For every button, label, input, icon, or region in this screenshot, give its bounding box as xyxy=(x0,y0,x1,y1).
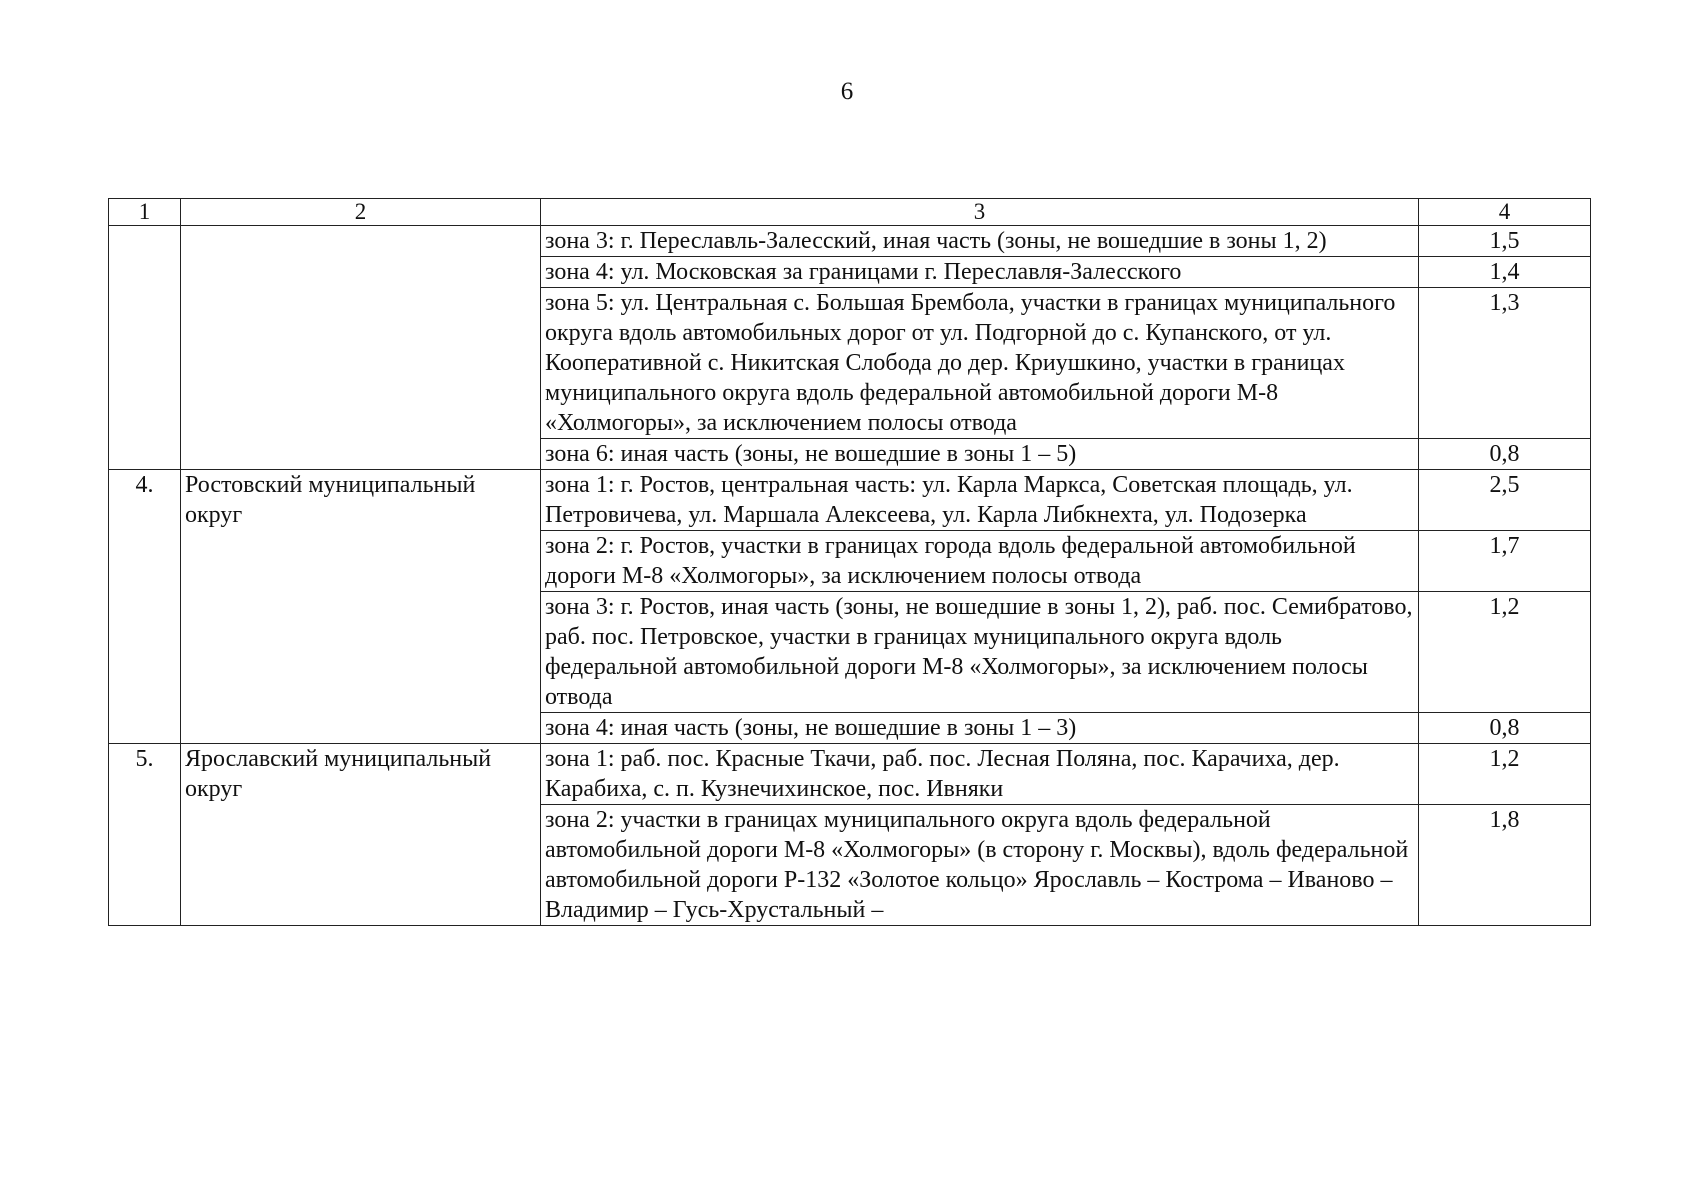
coefficient-value: 1,2 xyxy=(1419,744,1591,805)
coefficient-value: 1,4 xyxy=(1419,257,1591,288)
table-row xyxy=(109,226,1591,257)
zone-description: зона 2: участки в границах муниципального округа вдоль федеральной автомобильной дороги М-8 «Холмогоры» (в сторону г. Москвы), вдоль федеральной автомобильной дороги Р-132 «Золотое кольцо» Ярославль – Кострома – Иваново – Владимир – Гусь-Хрустальный – xyxy=(541,805,1419,926)
zone-description: зона 4: иная часть (зоны, не вошедшие в зоны 1 – 3) xyxy=(541,713,1419,744)
zones-table xyxy=(108,198,1591,926)
zone-description: зона 6: иная часть (зоны, не вошедшие в зоны 1 – 5) xyxy=(541,439,1419,470)
table-row xyxy=(109,470,1591,531)
header-cell: 1 xyxy=(109,199,181,226)
header-cell: 3 xyxy=(541,199,1419,226)
row-number-cell: 4. xyxy=(109,470,181,744)
coefficient-value: 2,5 xyxy=(1419,470,1591,531)
coefficient-value: 1,8 xyxy=(1419,805,1591,926)
coefficient-value: 0,8 xyxy=(1419,713,1591,744)
coefficient-value: 0,8 xyxy=(1419,439,1591,470)
page-number: 6 xyxy=(840,78,854,105)
header-cell: 4 xyxy=(1419,199,1591,226)
row-number-cell: 5. xyxy=(109,744,181,926)
coefficient-value: 1,5 xyxy=(1419,226,1591,257)
zone-description: зона 1: раб. пос. Красные Ткачи, раб. пос. Лесная Поляна, пос. Карачиха, дер. Карабиха, с. п. Кузнечихинское, пос. Ивняки xyxy=(541,744,1419,805)
row-number-cell xyxy=(109,226,181,470)
zone-description: зона 4: ул. Московская за границами г. Переславля-Залесского xyxy=(541,257,1419,288)
coefficient-value: 1,7 xyxy=(1419,531,1591,592)
table-header-row xyxy=(109,199,1591,226)
table-row xyxy=(109,744,1591,805)
zone-description: зона 3: г. Ростов, иная часть (зоны, не вошедшие в зоны 1, 2), раб. пос. Семибратово, раб. пос. Петровское, участки в границах муниципального округа вдоль федеральной автомобильной дороги М-8 «Холмогоры», за исключением полосы отвода xyxy=(541,592,1419,713)
zone-description: зона 1: г. Ростов, центральная часть: ул. Карла Маркса, Советская площадь, ул. Петровичева, ул. Маршала Алексеева, ул. Карла Либкнехта, ул. Подозерка xyxy=(541,470,1419,531)
coefficient-value: 1,2 xyxy=(1419,592,1591,713)
district-name: Ярославский муниципальный округ xyxy=(181,744,541,926)
zone-description: зона 2: г. Ростов, участки в границах города вдоль федеральной автомобильной дороги М-8 «Холмогоры», за исключением полосы отвода xyxy=(541,531,1419,592)
coefficient-value: 1,3 xyxy=(1419,288,1591,439)
district-name: Ростовский муниципальный округ xyxy=(181,470,541,744)
district-cell xyxy=(181,226,541,470)
zone-description: зона 3: г. Переславль-Залесский, иная часть (зоны, не вошедшие в зоны 1, 2) xyxy=(541,226,1419,257)
zone-description: зона 5: ул. Центральная с. Большая Брембола, участки в границах муниципального округа вдоль автомобильных дорог от ул. Подгорной до с. Купанского, от ул. Кооперативной с. Никитская Слобода до дер. Криушкино, участки в границах муниципального округа вдоль федеральной автомобильной дороги М-8 «Холмогоры», за исключением полосы отвода xyxy=(541,288,1419,439)
header-cell: 2 xyxy=(181,199,541,226)
